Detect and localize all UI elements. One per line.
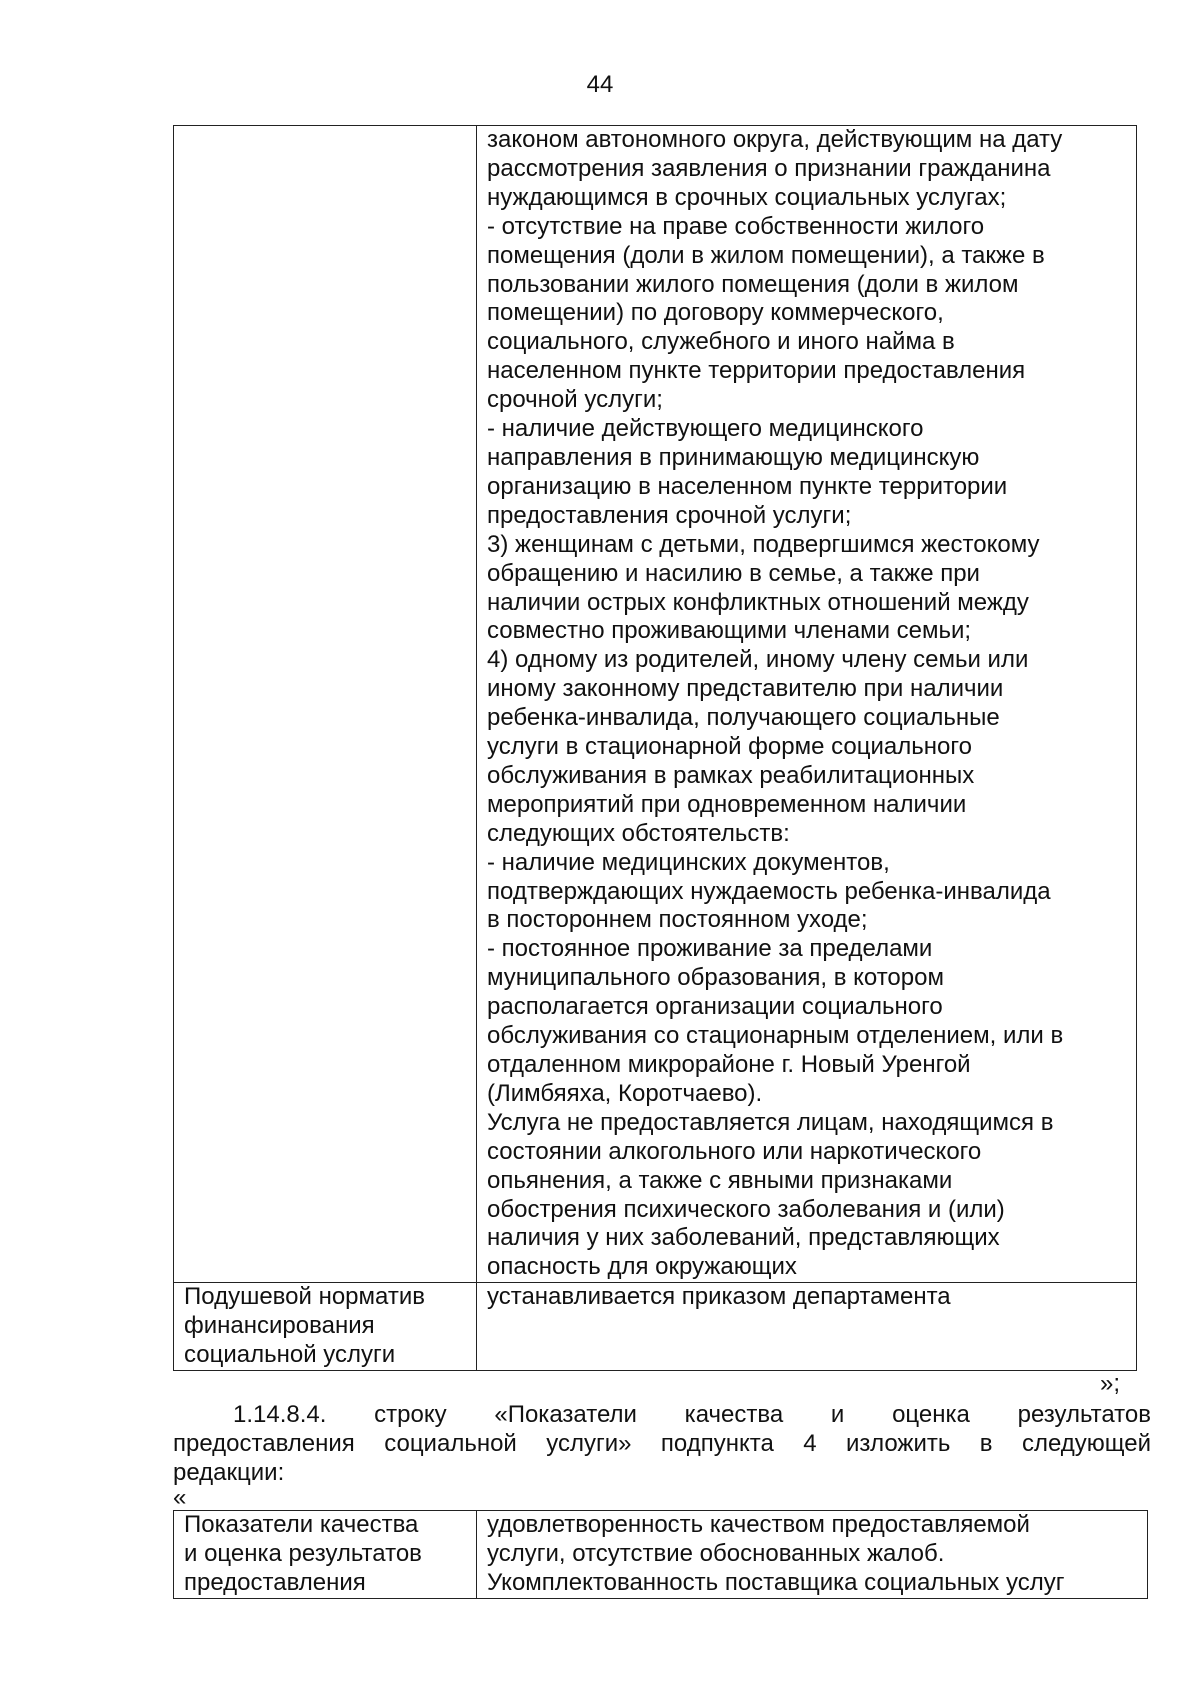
quality-indicators-label	[184, 1511, 466, 1598]
text-line: совместно проживающими членами семьи;	[487, 617, 972, 645]
closing-quote: »;	[1100, 1370, 1121, 1397]
text-line: обращению и насилию в семье, а также при	[487, 559, 980, 587]
text-line: населенном пункте территории предоставления	[487, 357, 1026, 385]
text-line: муниципального образования, в котором	[487, 964, 944, 992]
table-row	[174, 1511, 1148, 1599]
text-line: иному законному представителю при наличии	[487, 675, 1004, 703]
text-line: услуги, отсутствие обоснованных жалоб.	[487, 1539, 945, 1567]
text-line: помещении) по договору коммерческого,	[487, 299, 944, 327]
table-cell-right	[477, 1283, 1137, 1371]
text-line: устанавливается приказом департамента	[487, 1283, 951, 1311]
paragraph-line: 1.14.8.4. строку «Показатели качества и оценка результатов	[233, 1401, 1151, 1428]
text-line: 3) женщинам с детьми, подвергшимся жестокому	[487, 530, 1040, 558]
text-line: Укомплектованность поставщика социальных услуг	[487, 1568, 1065, 1596]
text-line: - постоянное проживание за пределами	[487, 935, 933, 963]
text-line: опьянения, а также с явными признаками	[487, 1166, 953, 1194]
table-row	[174, 126, 1137, 1283]
opening-quote: «	[173, 1484, 187, 1511]
text-line: Показатели качества	[184, 1511, 419, 1538]
text-line: (Лимбяяха, Коротчаево).	[487, 1079, 763, 1107]
text-line: рассмотрения заявления о признании гражданина	[487, 154, 1051, 182]
table-cell-right	[477, 126, 1137, 1283]
text-line: следующих обстоятельств:	[487, 819, 790, 847]
text-line: предоставления	[184, 1568, 366, 1596]
text-line: наличии острых конфликтных отношений между	[487, 588, 1029, 616]
text-line: 4) одному из родителей, иному члену семьи или	[487, 646, 1029, 674]
text-line: финансирования	[184, 1312, 375, 1340]
quality-indicators-table	[173, 1510, 1148, 1599]
text-line: ребенка-инвалида, получающего социальные	[487, 704, 1000, 732]
text-line: опасность для окружающих	[487, 1253, 797, 1281]
text-line: наличия у них заболеваний, представляющих	[487, 1224, 1000, 1252]
text-line: мероприятий при одновременном наличии	[487, 790, 967, 818]
text-line: обслуживания в рамках реабилитационных	[487, 761, 975, 789]
text-line: помещения (доли в жилом помещении), а также в	[487, 241, 1045, 269]
text-line: и оценка результатов	[184, 1539, 422, 1567]
text-line: - отсутствие на праве собственности жилого	[487, 212, 985, 240]
page-number: 44	[586, 71, 614, 98]
text-line: отдаленном микрорайоне г. Новый Уренгой	[487, 1051, 971, 1078]
text-line: законом автономного округа, действующим на дату	[487, 126, 1063, 153]
text-line: располагается организации социального	[487, 993, 943, 1021]
table-cell-right	[477, 1511, 1148, 1599]
text-line: в постороннем постоянном уходе;	[487, 906, 868, 934]
per-capita-norm-label	[184, 1283, 466, 1370]
text-line: Услуга не предоставляется лицам, находящимся в	[487, 1108, 1054, 1136]
text-line: направления в принимающую медицинскую	[487, 443, 980, 471]
text-line: услуги в стационарной форме социального	[487, 733, 972, 761]
conditions-text	[487, 126, 1126, 1282]
text-line: предоставления срочной услуги;	[487, 501, 852, 529]
amendment-paragraph	[173, 1400, 1151, 1487]
text-line: - наличие медицинских документов,	[487, 848, 890, 876]
text-line: - наличие действующего медицинского	[487, 415, 924, 443]
text-line: социального, служебного и иного найма в	[487, 328, 955, 356]
text-line: обслуживания со стационарным отделением, или в	[487, 1022, 1064, 1050]
text-line: социальной услуги	[184, 1341, 396, 1369]
quality-indicators-value	[487, 1511, 1137, 1598]
text-line: Подушевой норматив	[184, 1283, 425, 1311]
text-line: срочной услуги;	[487, 386, 663, 414]
paragraph-line: редакции:	[173, 1459, 285, 1486]
table-cell-left	[174, 1511, 477, 1599]
text-line: удовлетворенность качеством предоставляемой	[487, 1511, 1030, 1538]
table-row	[174, 1283, 1137, 1371]
text-line: подтверждающих нуждаемость ребенка-инвалида	[487, 877, 1051, 905]
table-cell-left	[174, 126, 477, 1283]
paragraph-line: предоставления социальной услуги» подпункта 4 изложить в следующей	[173, 1430, 1151, 1457]
text-line: обострения психического заболевания и (или)	[487, 1195, 1005, 1223]
text-line: пользовании жилого помещения (доли в жилом	[487, 270, 1019, 298]
service-table-continued	[173, 125, 1137, 1371]
text-line: нуждающимся в срочных социальных услугах;	[487, 183, 1007, 211]
text-line: состоянии алкогольного или наркотического	[487, 1137, 982, 1165]
table-cell-left	[174, 1283, 477, 1371]
text-line: организацию в населенном пункте территории	[487, 472, 1008, 500]
per-capita-norm-value	[487, 1283, 1126, 1312]
